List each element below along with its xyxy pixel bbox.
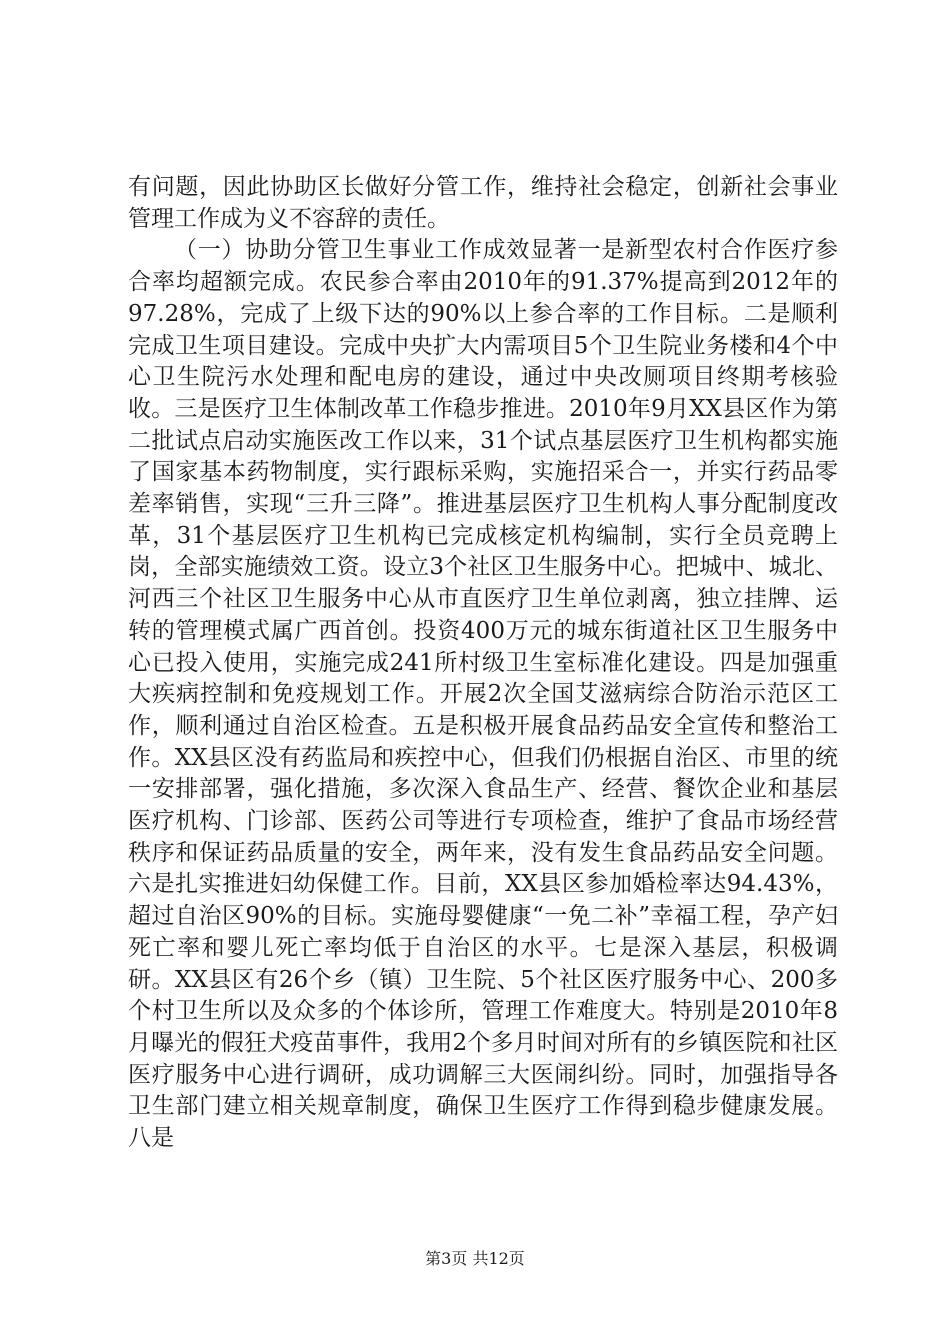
paragraph-continuation: 有问题，因此协助区长做好分管工作，维持社会稳定，创新社会事业管理工作成为义不容辞的责任。	[128, 174, 838, 232]
paragraph-health-work: （一）协助分管卫生事业工作成效显著一是新型农村合作医疗参合率均超额完成。农民参合率由2010年的91.37%提高到2012年的97.28%，完成了上级下达的90%以上参合率的工作目标。二是顺利完成卫生项目建设。完成中央扩大内需项目5个卫生院业务楼和4个中心卫生院污水处理和配电房的建设，通过中央改厕项目终期考核验收。三是医疗卫生体制改革工作稳步推进。2010年9月XX县区作为第二批试点启动实施医改工作以来，31个试点基层医疗卫生机构都实施了国家基本药物制度，实行跟标采购，实施招采合一，并实行药品零差率销售，实现“三升三降”。推进基层医疗卫生机构人事分配制度改革，31个基层医疗卫生机构已完成核定机构编制，实行全员竞聘上岗，全部实施绩效工资。设立3个社区卫生服务中心。把城中、城北、河西三个社区卫生服务中心从市直医疗卫生单位剥离，独立挂牌、运转的管理模式属广西首创。投资400万元的城东街道社区卫生服务中心已投入使用，实施完成241所村级卫生室标准化建设。四是加强重大疾病控制和免疫规划工作。开展2次全国艾滋病综合防治示范区工作，顺利通过自治区检查。五是积极开展食品药品安全宣传和整治工作。XX县区没有药监局和疾控中心，但我们仍根据自治区、市里的统一安排部署，强化措施，多次深入食品生产、经营、餐饮企业和基层医疗机构、门诊部、医药公司等进行专项检查，维护了食品市场经营秩序和保证药品质量的安全，两年来，没有发生食品药品安全问题。六是扎实推进妇幼保健工作。目前，XX县区参加婚检率达94.43%，超过自治区90%的目标。实施母婴健康“一免二补”幸福工程，孕产妇死亡率和婴儿死亡率均低于自治区的水平。七是深入基层，积极调研。XX县区有26个乡（镇）卫生院、5个社区医疗服务中心、200多个村卫生所以及众多的个体诊所，管理工作难度大。特别是2010年8月曝光的假狂犬疫苗事件，我用2个多月时间对所有的乡镇医院和社区医疗服务中心进行调研，成功调解三大医闹纠纷。同时，加强指导各卫生部门建立相关规章制度，确保卫生医疗工作得到稳步健康发展。八是	[128, 237, 838, 1152]
page-number-footer: 第3页 共12页	[425, 1249, 525, 1268]
document-body	[128, 172, 838, 1155]
